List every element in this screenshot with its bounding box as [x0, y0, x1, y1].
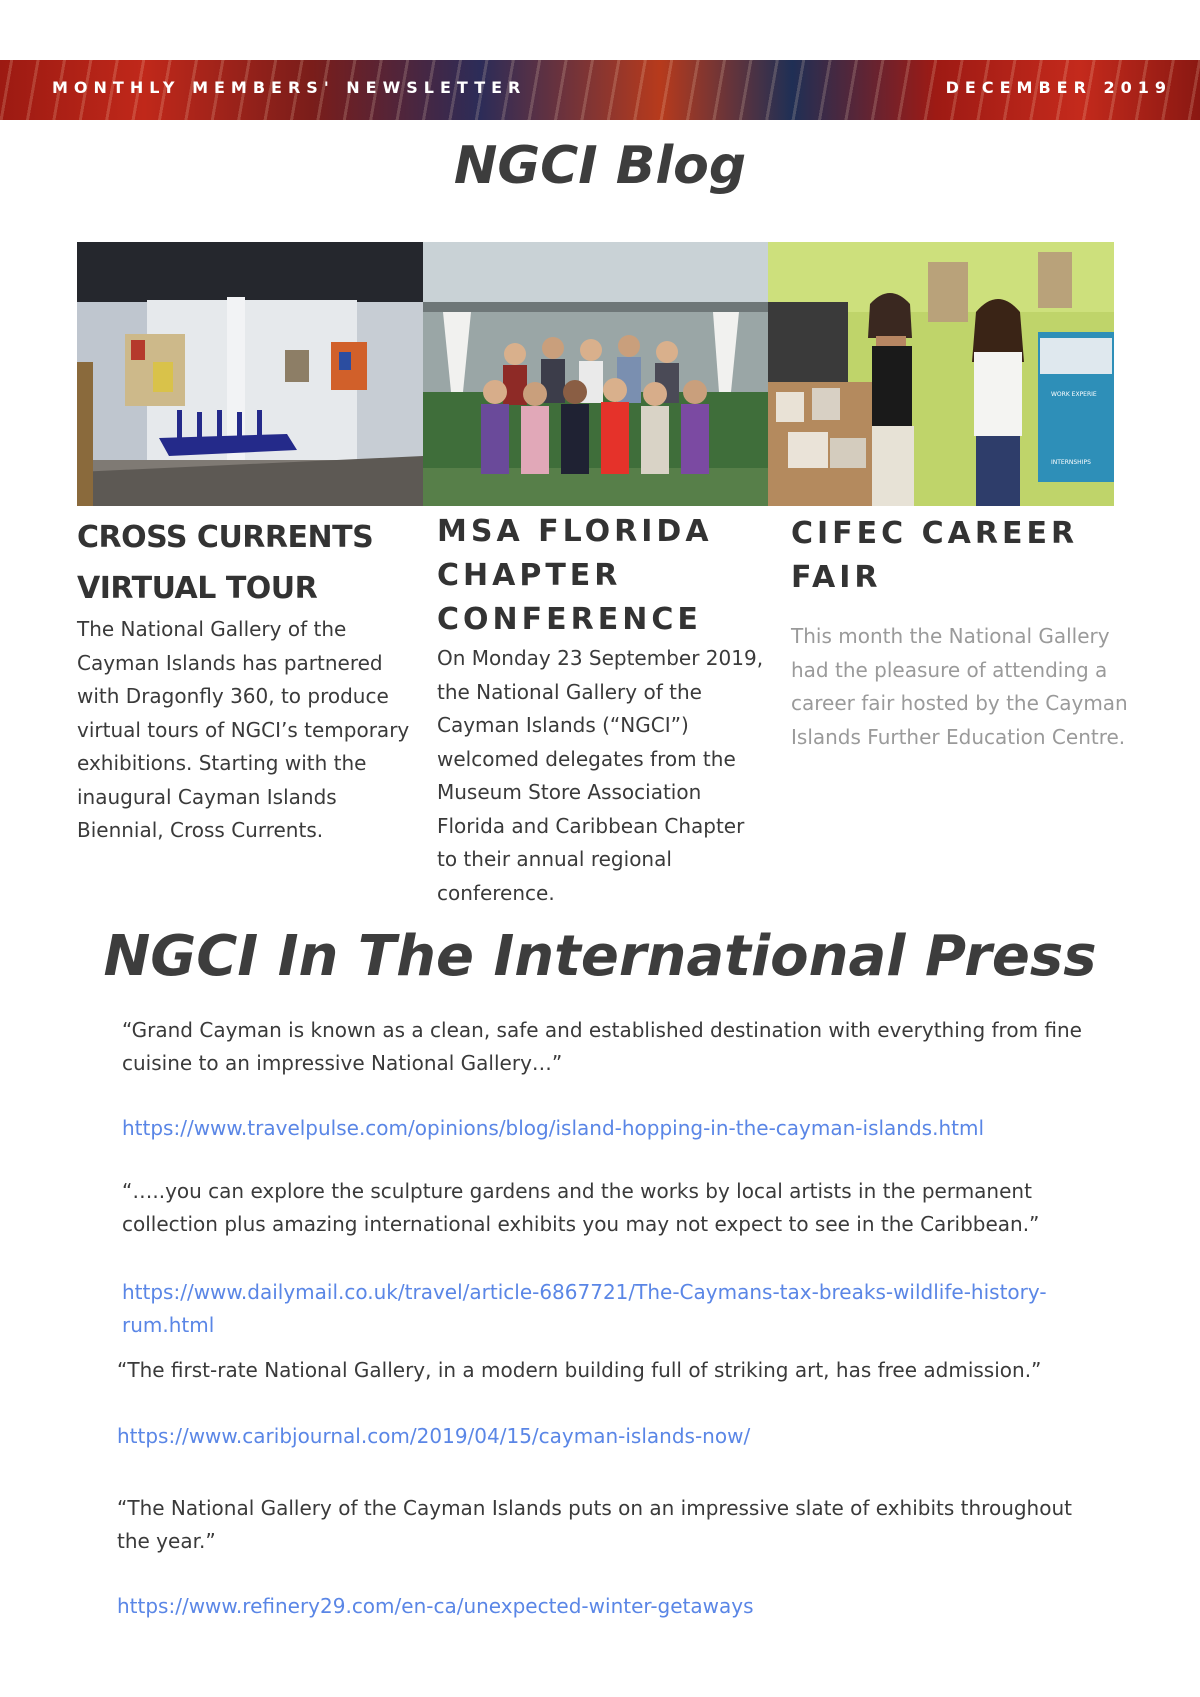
- blog-column-cifec: [791, 512, 1131, 754]
- column-body: The National Gallery of the Cayman Islands has partnered with Dragonfly 360, to produce virtual tours of NGCI’s temporary exhibitions. Starting with the inaugural Cayman Islands Biennial, Cross Currents.: [77, 617, 410, 842]
- column-body: On Monday 23 September 2019, the National Gallery of the Cayman Islands (“NGCI”) welcomed delegates from the Museum Store Association Florida and Caribbean Chapter to their annual regional conference.: [437, 646, 764, 905]
- heading-line: CROSS CURRENTS: [77, 520, 374, 555]
- gallery-photo: [77, 242, 423, 506]
- issue-date: DECEMBER 2019: [945, 78, 1172, 97]
- newsletter-label: MONTHLY MEMBERS' NEWSLETTER: [52, 78, 527, 97]
- press-link[interactable]: https://www.dailymail.co.uk/travel/article-6867721/The-Caymans-tax-breaks-wildlife-history-rum.html: [122, 1280, 1047, 1337]
- column-heading: [791, 512, 1131, 600]
- group-photo: [423, 242, 768, 506]
- heading-line: VIRTUAL TOUR: [77, 571, 318, 606]
- press-title: NGCI In The International Press: [103, 924, 1097, 989]
- internships-sign: INTERNSHIPS: [1051, 459, 1091, 466]
- blog-column-cross-currents: [77, 512, 422, 848]
- career-fair-photo: [768, 242, 1114, 506]
- work-experience-sign: WORK EXPERIE: [1051, 391, 1097, 398]
- blog-column-msa-florida: [437, 510, 767, 910]
- column-heading: [437, 510, 767, 642]
- press-link[interactable]: https://www.travelpulse.com/opinions/blog/island-hopping-in-the-cayman-islands.html: [122, 1116, 985, 1140]
- blog-title: NGCI Blog: [453, 136, 747, 196]
- heading-line: FAIR: [791, 560, 882, 595]
- column-heading: [77, 512, 422, 614]
- press-link[interactable]: https://www.refinery29.com/en-ca/unexpected-winter-getaways: [117, 1594, 754, 1618]
- heading-line: MSA FLORIDA: [437, 514, 713, 549]
- column-body: This month the National Gallery had the pleasure of attending a career fair hosted by the Cayman Islands Further Education Centre.: [791, 624, 1128, 749]
- heading-line: CHAPTER: [437, 558, 622, 593]
- heading-line: CONFERENCE: [437, 602, 702, 637]
- press-quote: “The National Gallery of the Cayman Islands puts on an impressive slate of exhibits throughout the year.”: [117, 1496, 1072, 1553]
- press-quote: “The first-rate National Gallery, in a modern building full of striking art, has free admission.”: [117, 1358, 1042, 1382]
- press-link[interactable]: https://www.caribjournal.com/2019/04/15/cayman-islands-now/: [117, 1424, 751, 1448]
- heading-line: CIFEC CAREER: [791, 516, 1079, 551]
- header-banner: [0, 60, 1200, 120]
- press-quote: “Grand Cayman is known as a clean, safe and established destination with everything from fine cuisine to an impressive National Gallery…”: [122, 1018, 1082, 1075]
- press-quote: “…..you can explore the sculpture gardens and the works by local artists in the permanent collection plus amazing international exhibits you may not expect to see in the Caribbean.”: [122, 1179, 1040, 1236]
